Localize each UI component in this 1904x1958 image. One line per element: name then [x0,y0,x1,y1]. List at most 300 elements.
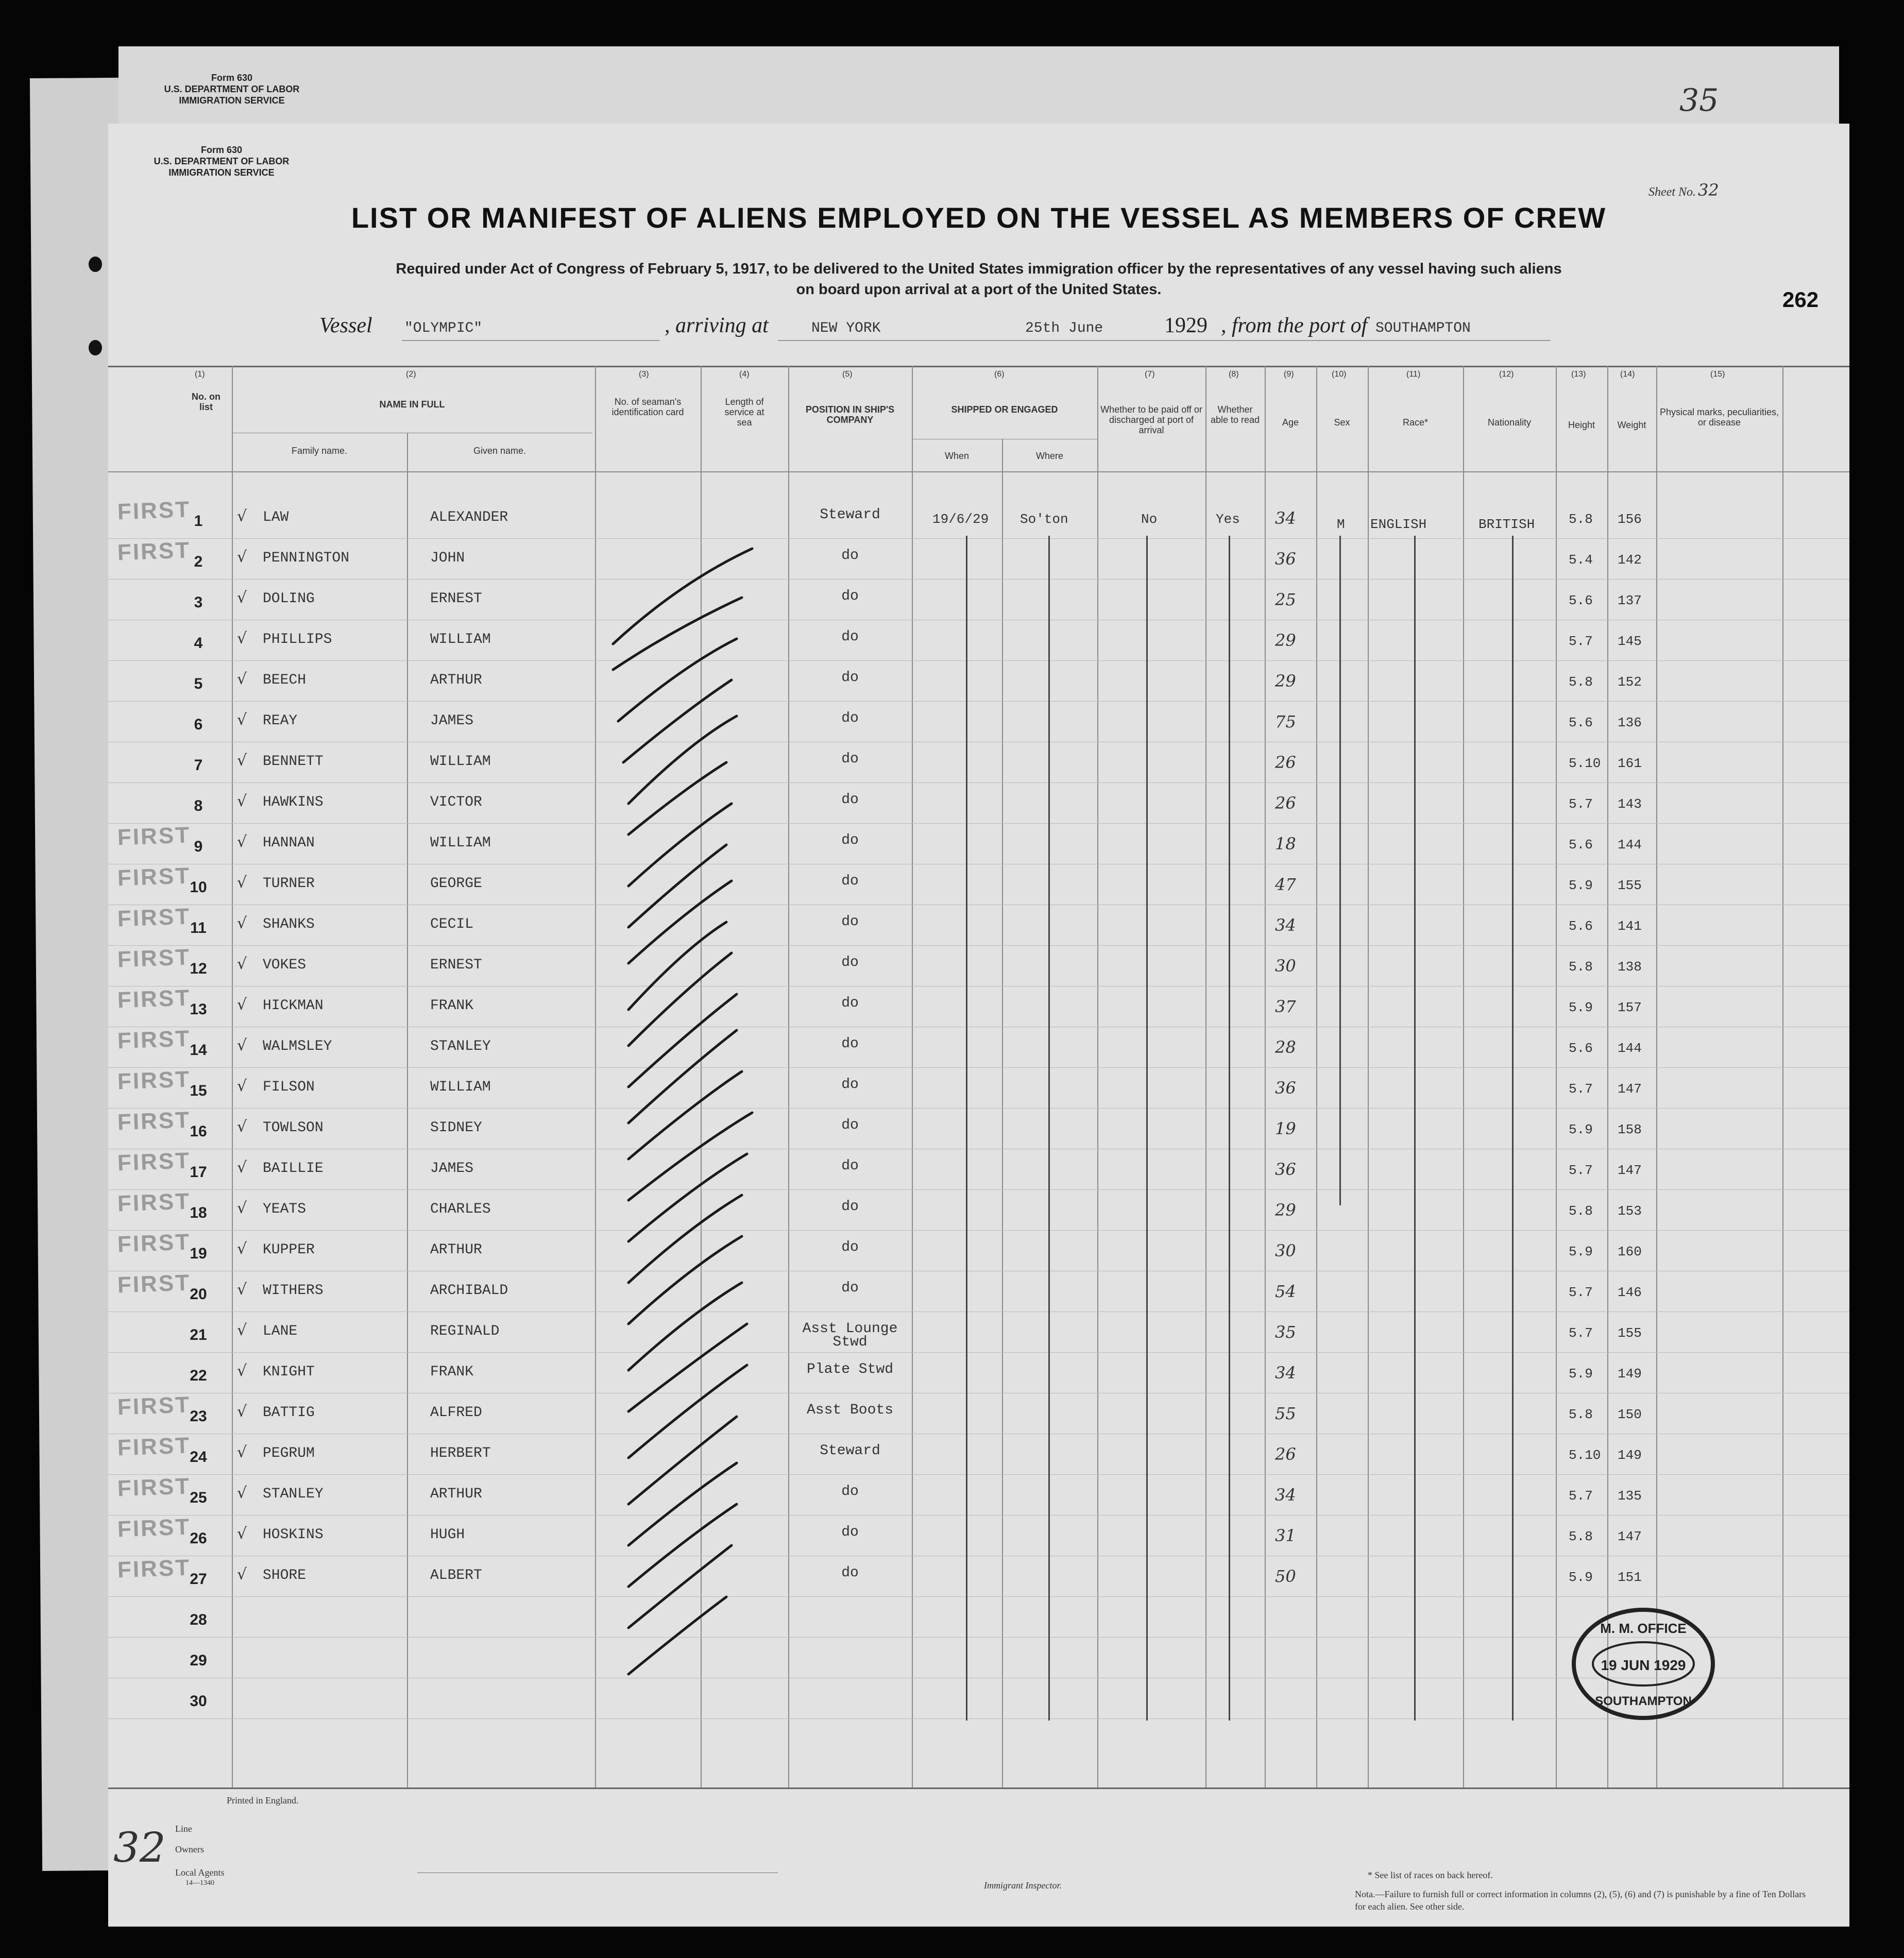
row-number: 29 [190,1652,207,1669]
first-stamp: FIRST [117,944,191,973]
row-number: 27 [190,1571,207,1588]
position: do [841,792,859,808]
given-name: ERNEST [430,957,482,973]
height: 5.10 [1569,1448,1601,1463]
height: 5.9 [1569,1244,1593,1259]
subtitle-line1: Required under Act of Congress of February 5, 1917, to be delivered to the United States immigration officer by the representatives of any vessel having such aliens [396,261,1562,277]
position: do [841,1524,859,1540]
first-stamp: FIRST [117,822,191,850]
page-title: LIST OR MANIFEST OF ALIENS EMPLOYED ON THE VESSEL AS MEMBERS OF CREW [351,201,1607,234]
weight: 155 [1618,878,1642,893]
row-number: 28 [190,1611,207,1628]
check-mark-icon: √ [237,1565,247,1584]
position: do [841,1565,859,1581]
arriving-label: , arriving at [665,314,769,337]
col6-header: SHIPPED OR ENGAGED [951,404,1058,415]
row-number: 22 [190,1367,207,1384]
age: 18 [1275,834,1296,854]
col6a-header: When [944,451,970,461]
age: 30 [1275,956,1296,976]
family-name: HAWKINS [263,794,324,810]
row-rule [108,1189,1849,1190]
check-mark-icon: √ [237,1077,247,1095]
col2-number: (2) [406,370,416,379]
given-name: WILLIAM [430,1079,491,1095]
check-mark-icon: √ [237,1321,247,1339]
col-divider [1002,439,1003,1787]
check-mark-icon: √ [237,1525,247,1543]
family-name: FILSON [263,1079,315,1095]
able-to-read: Yes [1216,512,1240,527]
family-name: HANNAN [263,835,315,851]
position: Plate Stwd [806,1361,894,1377]
vessel-label: Vessel [319,314,372,337]
row-rule [108,1230,1849,1231]
check-mark-icon: √ [237,874,247,892]
height: 5.9 [1569,1122,1593,1137]
check-mark-icon: √ [237,1484,247,1502]
first-stamp: FIRST [117,904,191,932]
page-number: 262 [1782,287,1819,312]
age: 28 [1275,1037,1296,1057]
check-mark-icon: √ [237,507,247,525]
ditto-line [1339,536,1341,1205]
col14-number: (14) [1620,370,1635,379]
col6-number: (6) [994,370,1005,379]
row-number: 14 [190,1042,207,1059]
height: 5.7 [1569,1081,1593,1097]
given-name: VICTOR [430,794,482,810]
row-rule [108,538,1849,539]
first-stamp: FIRST [117,1229,191,1257]
inspector-line [417,1872,778,1873]
given-name: ARTHUR [430,1242,482,1258]
row-number: 16 [190,1123,207,1140]
position: do [841,914,859,930]
given-name: ARTHUR [430,1486,482,1502]
row-number: 4 [194,635,203,652]
height: 5.9 [1569,1366,1593,1382]
col7-header: Whether to be paid off or discharged at port of arrival [1100,404,1202,435]
table-top-border [108,366,1849,367]
row-number: 20 [190,1286,207,1303]
given-name: ALFRED [430,1405,482,1421]
header-divider [108,471,1849,472]
row-number: 3 [194,594,203,611]
page-subtitle [108,259,1849,300]
ditto-line [1229,536,1230,1721]
height: 5.8 [1569,959,1593,975]
given-name: JAMES [430,713,474,729]
family-name: KNIGHT [263,1364,315,1380]
given-name: ARTHUR [430,672,482,688]
races-note: * See list of races on back hereof. [1368,1870,1493,1880]
given-name: REGINALD [430,1323,500,1339]
family-name: SHORE [263,1568,307,1584]
check-mark-icon: √ [237,1362,247,1380]
first-stamp: FIRST [117,985,191,1013]
family-name: WALMSLEY [263,1038,332,1054]
age: 54 [1275,1282,1296,1301]
age: 26 [1275,793,1296,813]
given-name: CECIL [430,916,474,932]
col1-number: (1) [195,370,205,379]
voyage-underline [778,340,1551,341]
height: 5.6 [1569,715,1593,730]
table-bottom-border [108,1787,1849,1789]
ditto-line [1146,536,1148,1721]
given-name: ERNEST [430,591,482,607]
position: Asst Boots [806,1402,894,1418]
family-name: PENNINGTON [263,550,350,566]
age: 34 [1275,915,1296,935]
first-stamp: FIRST [117,1066,191,1095]
department: U.S. DEPARTMENT OF LABOR [154,156,290,166]
weight: 142 [1618,552,1642,568]
paid-off: No [1141,512,1158,527]
check-mark-icon: √ [237,792,247,810]
weight: 143 [1618,796,1642,812]
col-divider [407,433,408,1787]
weight: 145 [1618,634,1642,649]
inspector-label: Immigrant Inspector. [984,1880,1062,1891]
weight: 161 [1618,756,1642,771]
height: 5.7 [1569,634,1593,649]
row-number: 25 [190,1489,207,1506]
ditto-line [1512,536,1514,1721]
col14-header: Weight [1617,420,1646,430]
check-mark-icon: √ [237,1036,247,1054]
row-number: 5 [194,675,203,692]
position: do [841,832,859,848]
col12-number: (12) [1499,370,1514,379]
height: 5.7 [1569,1285,1593,1300]
first-stamp: FIRST [117,1148,191,1176]
height: 5.8 [1569,1407,1593,1422]
weight: 155 [1618,1325,1642,1341]
given-name: GEORGE [430,876,482,892]
age: 31 [1275,1526,1296,1545]
position: do [841,995,859,1011]
form-number: Form 630 [200,145,243,155]
family-name: PHILLIPS [263,632,332,648]
age: 55 [1275,1404,1296,1423]
position: do [841,710,859,726]
weight: 158 [1618,1122,1642,1137]
printed-in: Printed in England. [227,1795,299,1806]
weight: 135 [1618,1488,1642,1504]
first-stamp: FIRST [117,1392,191,1420]
col4-header: Length of service at sea [724,397,764,428]
height: 5.9 [1569,1000,1593,1015]
height: 5.6 [1569,837,1593,853]
row-number: 11 [190,920,207,937]
position: do [841,1484,859,1500]
row-rule [108,1067,1849,1068]
stamp-date: 19 JUN 1929 [1601,1657,1686,1673]
family-name: KUPPER [263,1242,315,1258]
weight: 141 [1618,918,1642,934]
row-number: 6 [194,716,203,733]
row-rule [108,1474,1849,1475]
arrival-year: 1929 [1164,314,1208,337]
weight: 157 [1618,1000,1642,1015]
check-mark-icon: √ [237,1403,247,1421]
height: 5.4 [1569,552,1593,568]
subtitle-line2: on board upon arrival at a port of the United States. [796,281,1162,298]
row-number: 18 [190,1204,207,1221]
first-stamp: FIRST [117,1514,191,1542]
height: 5.10 [1569,756,1601,771]
check-mark-icon: √ [237,1199,247,1217]
back-form-label: Form 630 U.S. DEPARTMENT OF LABOR IMMIGRATION SERVICE [164,73,300,106]
sex: M [1337,517,1345,532]
given-name: ALEXANDER [430,509,508,525]
age: 29 [1275,1200,1296,1220]
age: 34 [1275,1485,1296,1505]
given-name: FRANK [430,1364,474,1380]
first-stamp: FIRST [117,1473,191,1502]
row-number: 12 [190,960,207,977]
position: Steward [820,1443,880,1459]
height: 5.8 [1569,674,1593,690]
sheet-label: Sheet No. [1648,185,1696,199]
first-stamp: FIRST [117,1270,191,1298]
sheet-number-block [1648,180,1719,200]
age: 47 [1275,875,1296,894]
row-number: 19 [190,1245,207,1262]
position: do [841,1280,859,1296]
given-name: CHARLES [430,1201,491,1217]
weight: 149 [1618,1366,1642,1382]
family-name: BAILLIE [263,1161,324,1177]
height: 5.9 [1569,878,1593,893]
col8-header: Whether able to read [1210,404,1260,425]
family-name: BENNETT [263,754,324,770]
position: do [841,548,859,564]
col5-number: (5) [842,370,853,379]
height: 5.6 [1569,593,1593,608]
given-name: ALBERT [430,1568,482,1584]
height: 5.9 [1569,1570,1593,1585]
row-number: 23 [190,1408,207,1425]
position: do [841,1239,859,1255]
row-number: 15 [190,1082,207,1099]
agents-label: Local Agents [175,1867,225,1878]
manifest-sheet [108,124,1849,1927]
nota-note: Nota.—Failure to furnish full or correct information in columns (2), (5), (6) and (7) is punishable by a fine of Ten Dollars for each alien. See other side. [1355,1889,1806,1912]
arrival-date: 25th June [1025,320,1103,336]
row-number: 2 [194,553,203,570]
race: ENGLISH [1370,517,1427,532]
col2a-header: Family name. [291,446,348,456]
family-name: REAY [263,713,298,729]
col2b-header: Given name. [473,446,526,456]
col10-number: (10) [1332,370,1347,379]
given-name: WILLIAM [430,754,491,770]
weight: 146 [1618,1285,1642,1300]
age: 35 [1275,1322,1296,1342]
check-mark-icon: √ [237,1443,247,1461]
height: 5.7 [1569,1325,1593,1341]
form-code: 14—1340 [185,1879,214,1887]
stamp-office: M. M. OFFICE [1600,1621,1687,1636]
height: 5.8 [1569,512,1593,527]
family-name: TOWLSON [263,1120,324,1136]
position: do [841,1199,859,1215]
row-rule [108,1596,1849,1597]
row-rule [108,1515,1849,1516]
position: do [841,670,859,686]
family-name: BEECH [263,672,307,688]
height: 5.7 [1569,1488,1593,1504]
ditto-line [966,536,967,1721]
col11-header: Race* [1402,417,1429,428]
row-rule [108,945,1849,946]
first-stamp: FIRST [117,863,191,891]
row-number: 21 [190,1326,207,1343]
age: 50 [1275,1567,1296,1586]
first-stamp: FIRST [117,497,191,525]
age: 37 [1275,997,1296,1016]
position: do [841,955,859,971]
first-stamp: FIRST [117,1026,191,1054]
col5-header: POSITION IN SHIP'S COMPANY [805,404,895,425]
nationality: BRITISH [1478,517,1535,532]
weight: 144 [1618,837,1642,853]
age: 75 [1275,712,1296,731]
family-name: BATTIG [263,1405,315,1421]
col13-number: (13) [1571,370,1586,379]
family-name: SHANKS [263,916,315,932]
col2-header: NAME IN FULL [379,399,445,410]
punch-hole [89,340,102,355]
height: 5.7 [1569,796,1593,812]
col7-number: (7) [1145,370,1155,379]
given-name: FRANK [430,998,474,1014]
check-mark-icon: √ [237,629,247,648]
check-mark-icon: √ [237,996,247,1014]
owners-label: Owners [175,1844,204,1854]
col9-number: (9) [1284,370,1294,379]
given-name: WILLIAM [430,632,491,648]
from-label: , from the port of [1221,314,1368,337]
weight: 147 [1618,1163,1642,1178]
given-name: STANLEY [430,1038,491,1054]
col8-number: (8) [1229,370,1239,379]
age: 29 [1275,671,1296,691]
height: 5.6 [1569,918,1593,934]
arrival-port: NEW YORK [811,320,881,336]
ditto-line [1048,536,1050,1721]
check-mark-icon: √ [237,711,247,729]
col13-header: Height [1568,420,1595,430]
col12-header: Nationality [1487,417,1532,428]
given-name: HERBERT [430,1445,491,1461]
position: do [841,588,859,604]
weight: 150 [1618,1407,1642,1422]
row-rule [108,782,1849,783]
check-mark-icon: √ [237,1118,247,1136]
row-rule [108,701,1849,702]
margin-mark: 32 [113,1824,166,1871]
given-name: ARCHIBALD [430,1283,508,1299]
first-stamp: FIRST [117,537,191,566]
row-number: 7 [194,757,203,774]
row-number: 26 [190,1530,207,1547]
height: 5.8 [1569,1529,1593,1544]
back-sheet-number: 35 [1679,82,1719,118]
col3-header: No. of seaman's identification card [611,397,684,417]
ditto-line [1414,536,1416,1721]
punch-hole [89,257,102,272]
family-name: YEATS [263,1201,307,1217]
weight: 149 [1618,1448,1642,1463]
row-rule [108,1352,1849,1353]
age: 34 [1275,508,1296,528]
check-mark-icon: √ [237,548,247,566]
position: do [841,1036,859,1052]
check-mark-icon: √ [237,833,247,851]
height: 5.8 [1569,1203,1593,1219]
weight: 152 [1618,674,1642,690]
height: 5.7 [1569,1163,1593,1178]
office-stamp [1566,1602,1721,1726]
weight: 137 [1618,593,1642,608]
row-rule [108,660,1849,661]
position: do [841,873,859,889]
family-name: VOKES [263,957,307,973]
first-stamp: FIRST [117,1107,191,1135]
age: 34 [1275,1363,1296,1383]
check-mark-icon: √ [237,1281,247,1299]
row-number: 13 [190,1001,207,1018]
first-stamp: FIRST [117,1433,191,1461]
age: 26 [1275,753,1296,772]
weight: 151 [1618,1570,1642,1585]
weight: 153 [1618,1203,1642,1219]
weight: 160 [1618,1244,1642,1259]
weight: 147 [1618,1081,1642,1097]
given-name: WILLIAM [430,835,491,851]
age: 26 [1275,1444,1296,1464]
given-name: SIDNEY [430,1120,482,1136]
row-number: 24 [190,1449,207,1466]
first-stamp: FIRST [117,1555,191,1583]
voyage-line [319,313,372,338]
position: do [841,1077,859,1093]
service: IMMIGRATION SERVICE [168,167,275,178]
height: 5.6 [1569,1041,1593,1056]
family-name: HICKMAN [263,998,324,1014]
line-label: Line [175,1824,192,1834]
row-rule [108,1108,1849,1109]
family-name: HOSKINS [263,1527,324,1543]
position: Steward [820,507,880,523]
family-name: LAW [263,509,289,525]
stamp-place: SOUTHAMPTON [1595,1694,1692,1708]
weight: 136 [1618,715,1642,730]
age: 19 [1275,1119,1296,1138]
row-rule [108,579,1849,580]
check-mark-icon: √ [237,1240,247,1258]
row-number: 17 [190,1164,207,1181]
row-number: 8 [194,797,203,814]
weight: 156 [1618,512,1642,527]
given-name: JAMES [430,1161,474,1177]
row-number: 10 [190,879,207,896]
shipped-when: 19/6/29 [932,512,989,527]
